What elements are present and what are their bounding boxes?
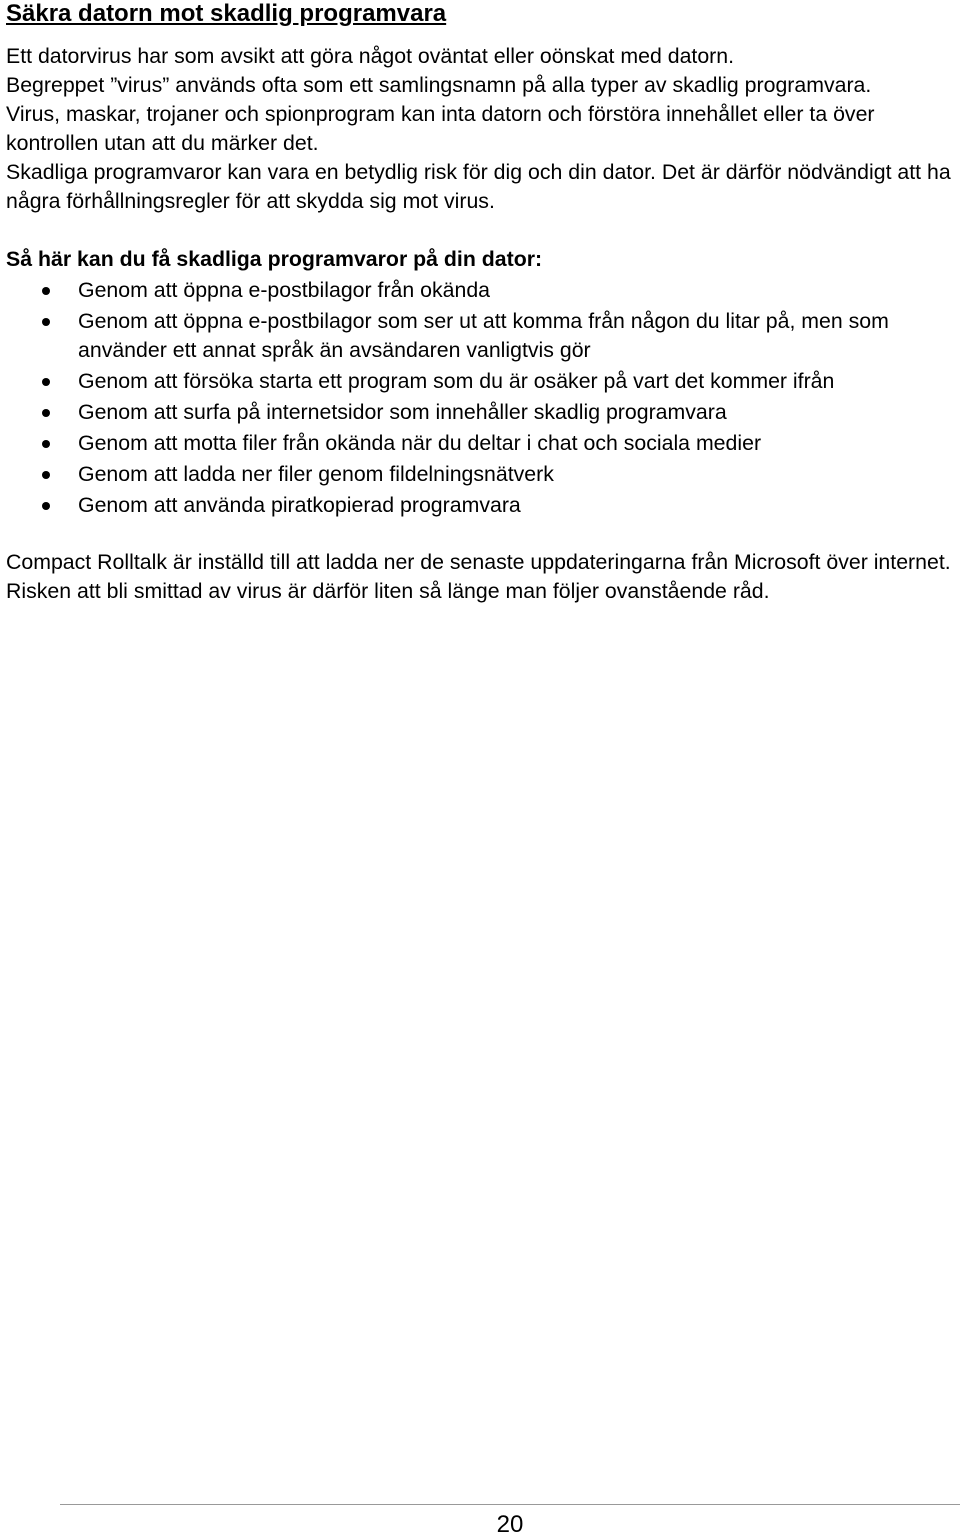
intro-paragraph: Skadliga programvaror kan vara en betydlig risk för dig och din dator. Det är därför nödvändigt att ha några förhållningsregler för att skydda sig mot virus.: [6, 160, 951, 213]
list-item-text: Genom att öppna e-postbilagor som ser ut att komma från någon du litar på, men som använder ett annat språk än avsändaren vanligtvis gör: [78, 309, 889, 362]
list-item-text: Genom att motta filer från okända när du deltar i chat och sociala medier: [78, 431, 762, 455]
list-item-text: Genom att öppna e-postbilagor från okända: [78, 278, 491, 302]
intro-paragraph: Virus, maskar, trojaner och spionprogram kan inta datorn och förstöra innehållet eller ta över kontrollen utan att du märker det.: [6, 102, 875, 155]
list-item: [6, 276, 956, 305]
outro-paragraph: Compact Rolltalk är inställd till att ladda ner de senaste uppdateringarna från Microsoft över internet.: [6, 550, 951, 574]
page-number: 20: [496, 1511, 524, 1538]
footer-divider: [60, 1504, 960, 1505]
intro-paragraph: Ett datorvirus har som avsikt att göra något oväntat eller oönskat med datorn.: [6, 44, 735, 68]
list-item-text: Genom att använda piratkopierad programvara: [78, 493, 521, 517]
intro-text: [6, 42, 956, 216]
outro-paragraph: Risken att bli smittad av virus är därför liten så länge man följer ovanstående råd.: [6, 579, 770, 603]
intro-paragraph: Begreppet ”virus” används ofta som ett samlingsnamn på alla typer av skadlig programvara.: [6, 73, 872, 97]
infection-ways-list: [6, 276, 956, 520]
bullet-icon: [42, 471, 50, 479]
list-item: [6, 398, 956, 427]
bullet-icon: [42, 440, 50, 448]
list-item-text: Genom att försöka starta ett program som du är osäker på vart det kommer ifrån: [78, 369, 835, 393]
outro-text: [6, 548, 956, 606]
list-item: [6, 367, 956, 396]
section-heading: Så här kan du få skadliga programvaror på din dator:: [6, 247, 543, 271]
list-item-text: Genom att ladda ner filer genom fildelningsnätverk: [78, 462, 554, 486]
list-item: [6, 460, 956, 489]
bullet-icon: [42, 409, 50, 417]
bullet-icon: [42, 287, 50, 295]
bullet-icon: [42, 502, 50, 510]
document-page: [6, 0, 956, 606]
list-item-text: Genom att surfa på internetsidor som innehåller skadlig programvara: [78, 400, 727, 424]
list-item: [6, 307, 956, 365]
list-item: [6, 429, 956, 458]
list-item: [6, 491, 956, 520]
bullet-icon: [42, 378, 50, 386]
bullet-icon: [42, 318, 50, 326]
page-title: Säkra datorn mot skadlig programvara: [6, 0, 447, 27]
